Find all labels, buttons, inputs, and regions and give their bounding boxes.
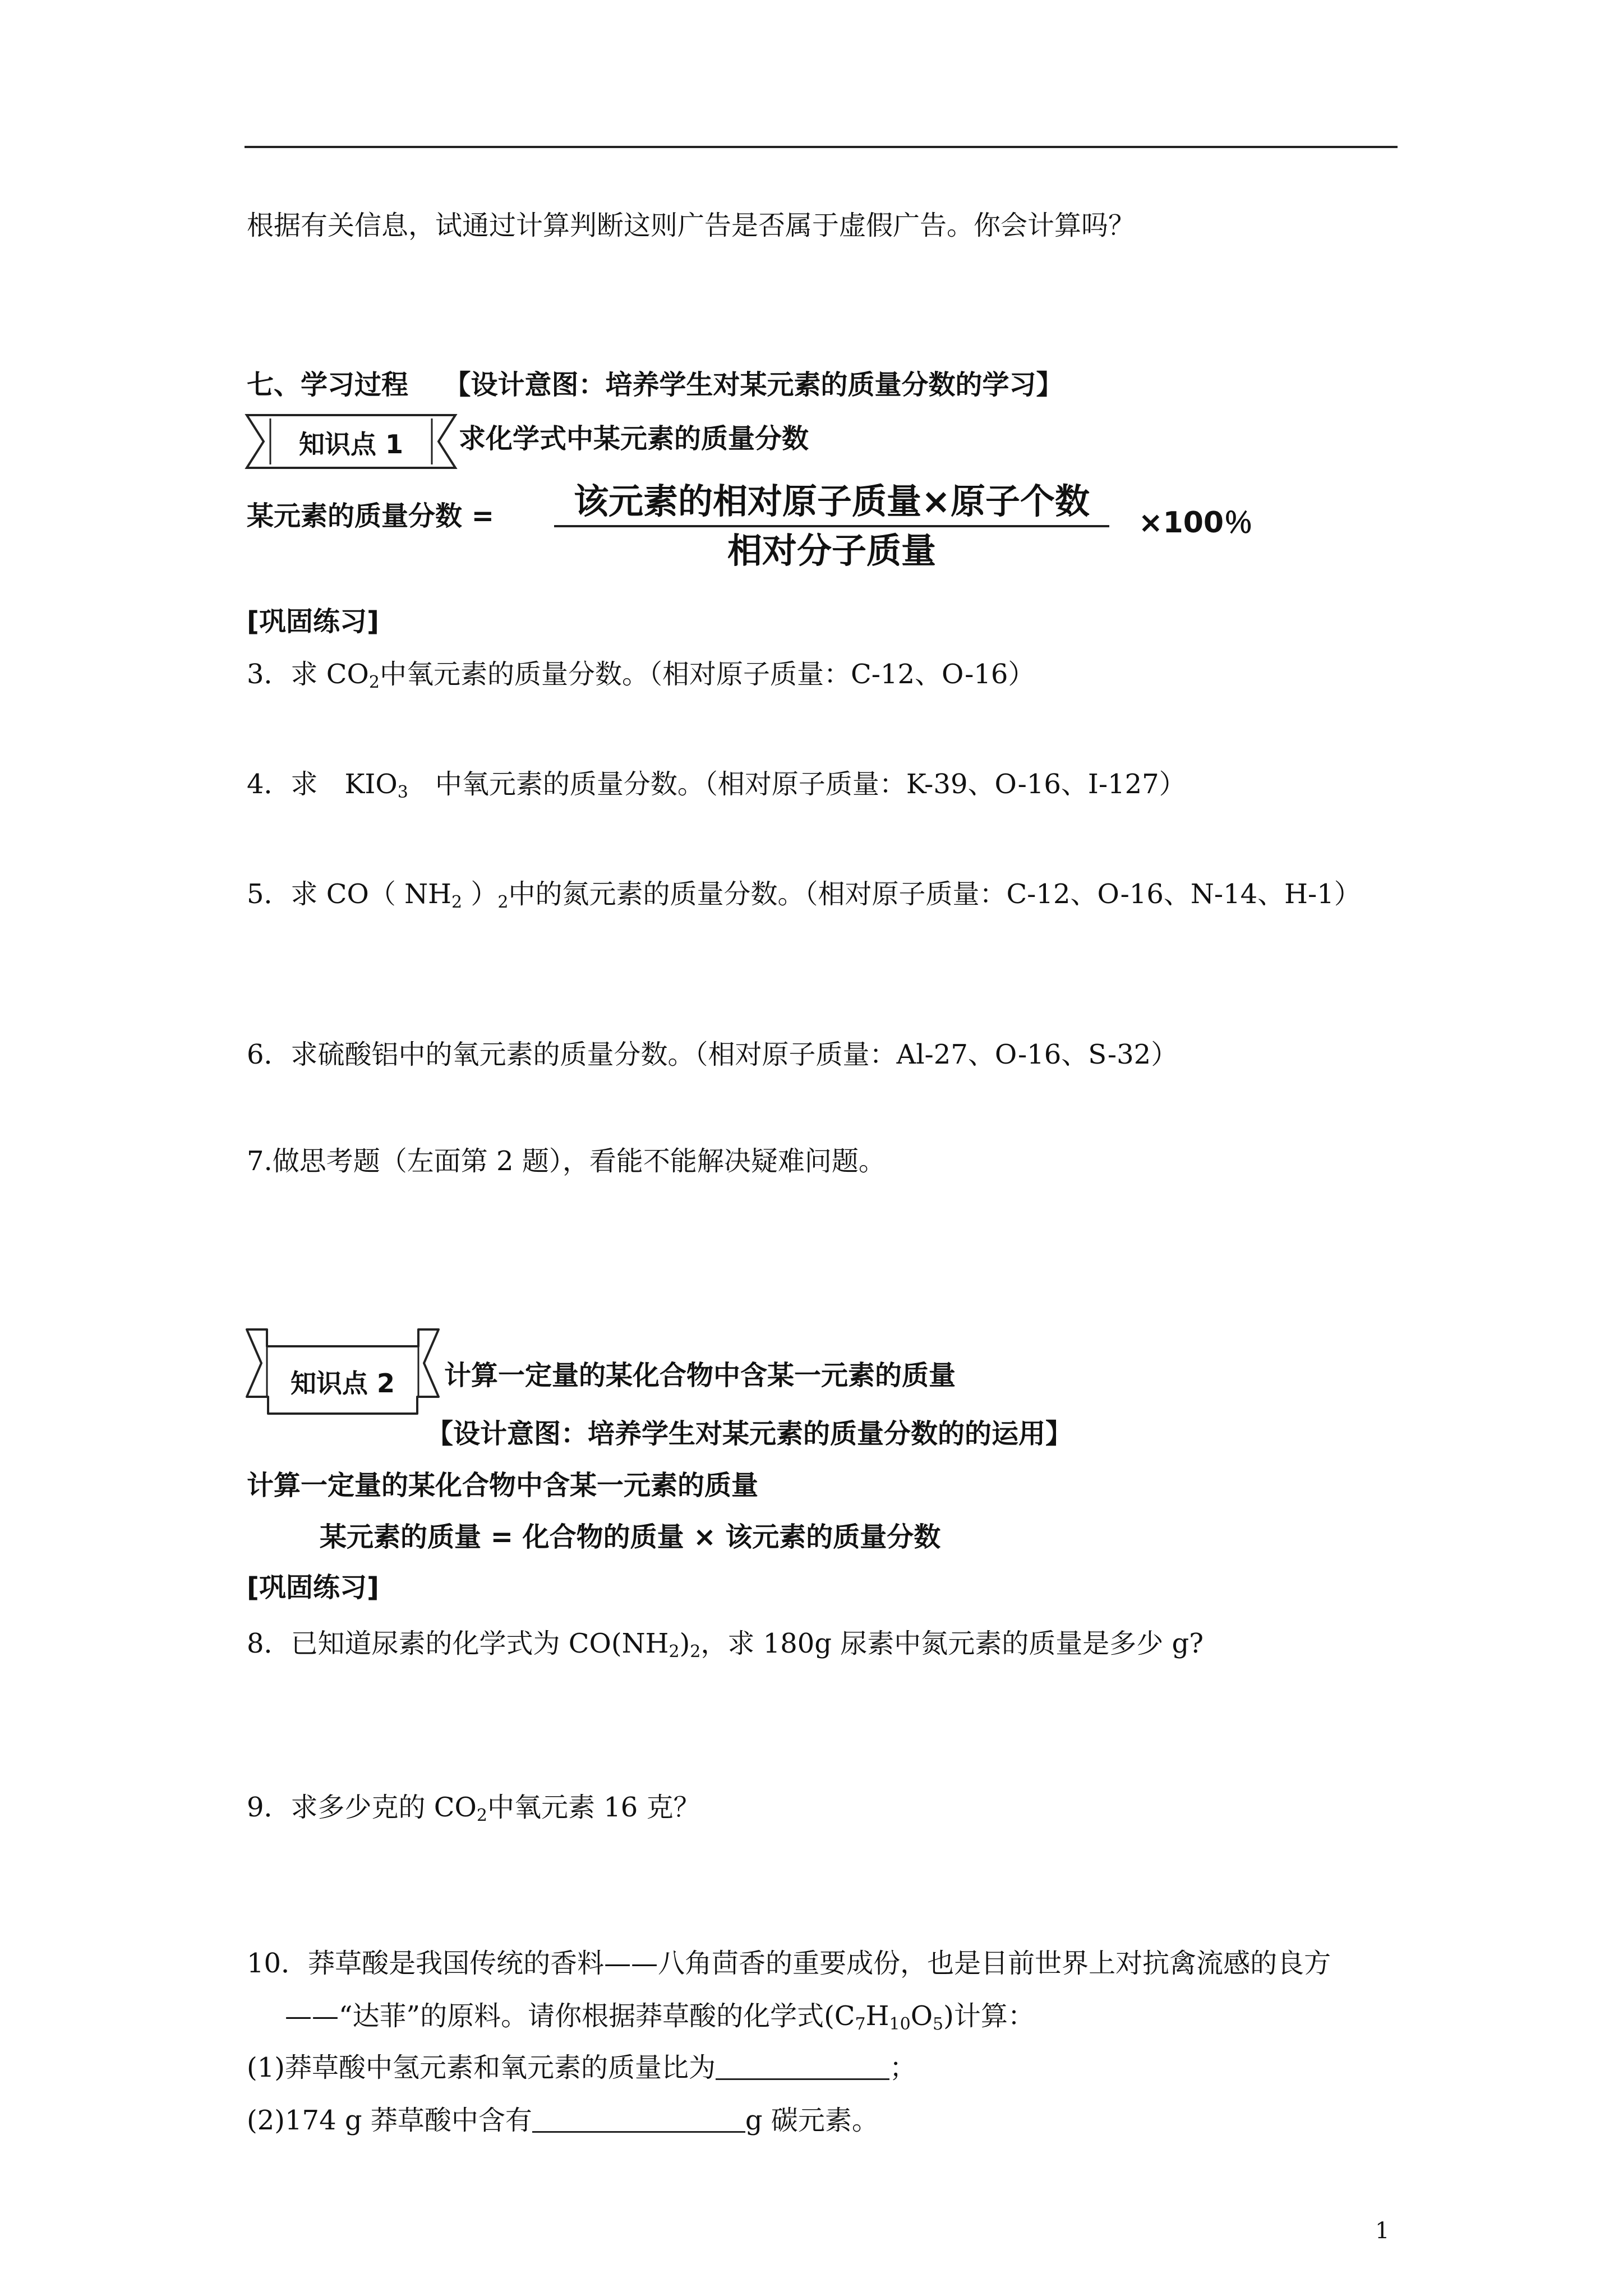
question-10-line1: 10．莽草酸是我国传统的香料——八角茴香的重要成份，也是目前世界上对抗禽流感的良方 [247,1948,1331,1979]
practice-label-2: [巩固练习] [247,1572,379,1603]
kp1-formula-lhs: 某元素的质量分数 = [247,500,494,532]
question-6: 6．求硫酸铝中的氧元素的质量分数。（相对原子质量：Al-27、O-16、S-32） [247,1039,1178,1070]
section7-heading [247,368,1063,402]
kp2-banner [245,1324,441,1419]
kp2-heading: 计算一定量的某化合物中含某一元素的质量 [247,1470,759,1501]
kp1-numerator: 该元素的相对原子质量×原子个数 [574,481,1090,522]
intro-text: 根据有关信息，试通过计算判断这则广告是否属于虚假广告。你会计算吗？ [247,210,1136,241]
kp2-design-intent: 【设计意图：培养学生对某元素的质量分数的的运用】 [426,1418,1073,1450]
question-3: 3．求 $CO_2$中氧元素的质量分数。（相对原子质量：C-12、O-16） [247,659,1035,692]
question-10-part2: (2)174 g 莽草酸中含有 g 碳元素。 [247,2105,879,2136]
question-10-part1: (1)莽草酸中氢元素和氧元素的质量比为 ； [247,2052,917,2083]
question-5: 5．求 CO（ $NH_2$ ）$_2$中的氮元素的质量分数。（相对原子质量：C-12、O-16、N-14、H-1） [247,878,1361,912]
question-10-line2: ——“达菲”的原料。请你根据莽草酸的化学式$(C_7H_{10}O_5)$计算： [285,2000,1035,2034]
section7-title: 七、学习过程 [247,369,409,401]
fraction-bar [554,525,1109,527]
kp1-label: 知识点 1 [298,429,404,459]
kp1-fraction [554,480,1109,572]
kp1-banner [245,411,458,472]
page-number: 1 [1375,2218,1390,2244]
header-rule [245,146,1398,148]
answer-blank-2[interactable] [532,2105,745,2133]
kp2-formula: 某元素的质量 = 化合物的质量 × 该元素的质量分数 [320,1521,941,1553]
kp1-denominator: 相对分子质量 [727,530,936,571]
question-7: 7.做思考题（左面第 2 题），看能不能解决疑难问题。 [247,1145,886,1177]
answer-blank-1[interactable] [716,2053,889,2080]
kp1-title: 求化学式中某元素的质量分数 [459,423,809,454]
question-4: 4．求 $KIO_3$ 中氧元素的质量分数。（相对原子质量：K-39、O-16、I-127） [247,769,1186,802]
kp2-title: 计算一定量的某化合物中含某一元素的质量 [444,1360,956,1391]
practice-label-1: [巩固练习] [247,606,379,637]
kp2-label: 知识点 2 [290,1368,395,1398]
question-8: 8．已知道尿素的化学式为 $CO(NH_2)_2$，求 180g 尿素中氮元素的质量是多少 g? [247,1628,1204,1662]
question-9: 9．求多少克的 $CO_2$中氧元素 16 克？ [247,1792,700,1825]
kp1-times-100: ×100％ [1138,506,1253,540]
section7-design-intent: 【设计意图：培养学生对某元素的质量分数的学习】 [444,369,1063,401]
